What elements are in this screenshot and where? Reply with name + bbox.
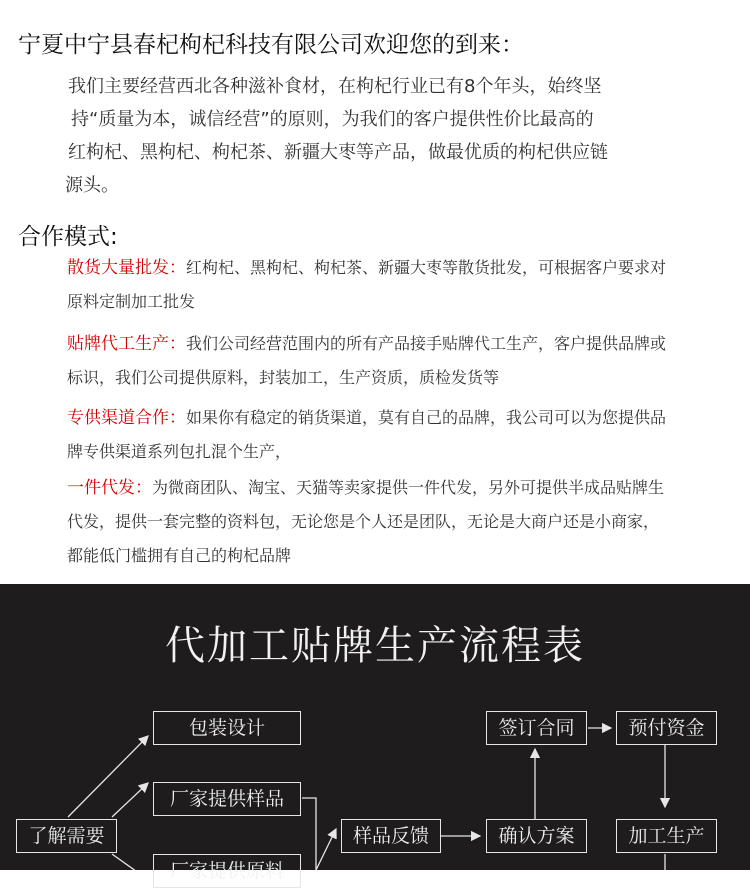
bracket-line xyxy=(302,798,316,870)
mode-text: 为微商团队、淘宝、天猫等卖家提供一件代发，另外可提供半成品贴牌生 xyxy=(152,478,665,497)
mode-label: 散货大量批发： xyxy=(67,258,186,278)
step-understand-needs: 了解需要 xyxy=(16,819,117,853)
step-sample-feedback: 样品反馈 xyxy=(341,819,441,853)
flow-section xyxy=(0,584,750,882)
mode-text: 代发，提供一套完整的资料包，无论您是个人还是团队，无论是大商户还是小商家， xyxy=(67,512,660,531)
cooperation-heading: 合作模式: xyxy=(18,224,118,250)
mode-text: 我们公司经营范围内的所有产品接手贴牌代工生产，客户提供品牌或 xyxy=(186,334,667,353)
line-to-material xyxy=(112,854,140,870)
step-factory-material: 厂家提供原料 xyxy=(153,854,301,888)
mode-oem xyxy=(67,327,727,395)
arrow-to-feedback xyxy=(316,829,336,870)
company-intro xyxy=(65,70,668,202)
step-production: 加工生产 xyxy=(616,819,717,853)
mode-text: 牌专供渠道系列包扎混个生产， xyxy=(67,442,292,461)
step-factory-sample: 厂家提供样品 xyxy=(153,782,301,816)
mode-label: 专供渠道合作： xyxy=(67,408,186,428)
mode-text: 原料定制加工批发 xyxy=(67,292,196,311)
arrow-to-packaging xyxy=(68,736,148,817)
mode-text: 标识，我们公司提供原料，封装加工，生产资质，质检发货等 xyxy=(67,368,500,387)
intro-line: 持“质量为本，诚信经营”的原则，为我们的客户提供性价比最高的 xyxy=(71,109,594,130)
mode-label: 贴牌代工生产： xyxy=(67,334,186,354)
step-sign-contract: 签订合同 xyxy=(486,711,587,745)
mode-bulk-wholesale xyxy=(67,251,727,319)
mode-exclusive-channel xyxy=(67,401,727,469)
step-prepay: 预付资金 xyxy=(616,711,717,745)
intro-line: 源头。 xyxy=(65,175,119,196)
welcome-heading: 宁夏中宁县春杞枸杞科技有限公司欢迎您的到来： xyxy=(18,32,524,58)
mode-dropship xyxy=(67,471,727,573)
mode-text: 都能低门槛拥有自己的枸杞品牌 xyxy=(67,546,292,565)
step-packaging-design: 包装设计 xyxy=(153,711,301,745)
arrow-to-sample xyxy=(112,783,148,817)
step-confirm-plan: 确认方案 xyxy=(486,819,587,853)
intro-line: 我们主要经营西北各种滋补食材，在枸杞行业已有8个年头，始终坚 xyxy=(68,76,602,97)
flow-title: 代加工贴牌生产流程表 xyxy=(165,623,585,669)
mode-label: 一件代发： xyxy=(67,478,152,498)
mode-text: 如果你有稳定的销货渠道，莫有自己的品牌，我公司可以为您提供品 xyxy=(186,408,667,427)
intro-line: 红枸杞、黑枸杞、枸杞茶、新疆大枣等产品，做最优质的枸杞供应链 xyxy=(68,142,608,163)
mode-text: 红枸杞、黑枸杞、枸杞茶、新疆大枣等散货批发，可根据客户要求对 xyxy=(186,258,667,277)
